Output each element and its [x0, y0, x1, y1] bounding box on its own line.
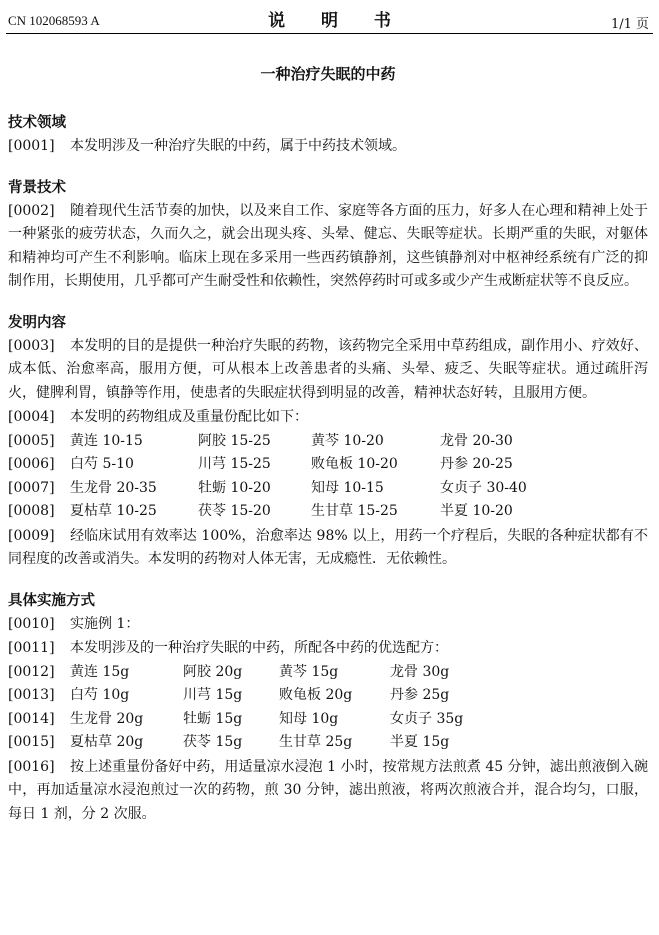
ingredient: 生龙骨 20g	[70, 710, 144, 727]
paragraph-text: 本发明涉及一种治疗失眠的中药，属于中药技术领域。	[70, 138, 406, 154]
page-header	[0, 0, 659, 34]
ingredient: 牡蛎 10-20	[198, 479, 271, 496]
paragraph-0002	[8, 200, 648, 294]
paragraph-number: [0012]	[8, 663, 55, 680]
paragraph-number: [0016]	[8, 758, 55, 775]
ratio-row-0007	[8, 477, 648, 501]
document-title: 一种治疗失眠的中药	[260, 65, 396, 83]
ingredient: 丹参 25g	[390, 687, 450, 703]
dose-row-0013	[8, 684, 648, 708]
dose-row-0015	[8, 731, 648, 755]
ingredient: 黄芩 10-20	[311, 432, 384, 449]
paragraph-0011	[8, 637, 648, 661]
ingredient: 夏枯草 10-25	[70, 503, 157, 519]
ingredient: 败龟板 20g	[279, 687, 353, 703]
ratio-row-0006	[8, 453, 648, 477]
header-rule	[6, 33, 653, 34]
ingredient: 知母 10g	[279, 710, 339, 727]
ingredient: 半夏 15g	[390, 734, 450, 750]
paragraph-number: [0001]	[8, 138, 55, 154]
ingredient: 半夏 10-20	[440, 503, 513, 519]
section-heading-technical-field: 技术领域	[8, 114, 66, 131]
ingredient: 生龙骨 20-35	[70, 479, 157, 496]
ingredient: 牡蛎 15g	[183, 710, 243, 727]
paragraph-number: [0004]	[8, 409, 55, 425]
ingredient: 生甘草 15-25	[311, 503, 398, 519]
paragraph-text: 本发明涉及的一种治疗失眠的中药，所配各中药的优选配方：	[70, 640, 448, 656]
ingredient: 阿胶 20g	[183, 663, 243, 680]
ingredient: 阿胶 15-25	[198, 432, 271, 449]
ingredient: 龙骨 30g	[390, 663, 450, 680]
paragraph-text: 实施例 1：	[70, 615, 140, 632]
ingredient: 茯苓 15-20	[198, 503, 271, 519]
ingredient: 丹参 20-25	[440, 456, 513, 472]
paragraph-number: [0002]	[8, 202, 55, 219]
paragraph-number: [0003]	[8, 337, 55, 354]
ingredient: 川芎 15-25	[198, 456, 271, 472]
section-heading-embodiments: 具体实施方式	[8, 591, 95, 609]
paragraph-text: 经临床试用有效率达 100%，治愈率达 98% 以上，用药一个疗程后，失眠的各种症状都有不同程度的改善或消失。本发明的药物对人体无害，无成瘾性．无依赖性。	[8, 527, 648, 567]
dose-row-0014	[8, 708, 648, 732]
ingredient: 川芎 15g	[183, 687, 243, 703]
dose-table	[8, 661, 648, 755]
paragraph-0010	[8, 613, 648, 637]
paragraph-number: [0015]	[8, 734, 55, 750]
ratio-table	[8, 430, 648, 524]
page-number: 1/1 页	[610, 17, 649, 32]
ratio-row-0008	[8, 500, 648, 524]
section-heading-summary: 发明内容	[8, 313, 66, 331]
ingredient: 知母 10-15	[311, 479, 384, 496]
paragraph-0001	[8, 135, 648, 159]
paragraph-number: [0014]	[8, 710, 55, 727]
ingredient: 茯苓 15g	[183, 734, 243, 750]
ingredient: 白芍 5-10	[70, 456, 134, 472]
paragraph-number: [0013]	[8, 687, 55, 703]
publication-number: CN 102068593 A	[8, 13, 100, 28]
ingredient: 龙骨 20-30	[440, 432, 513, 449]
ingredient: 白芍 10g	[70, 687, 130, 703]
paragraph-number: [0006]	[8, 456, 55, 472]
paragraph-number: [0005]	[8, 432, 55, 449]
paragraph-number: [0007]	[8, 479, 55, 496]
ingredient: 黄芩 15g	[279, 663, 339, 680]
ingredient: 夏枯草 20g	[70, 734, 144, 750]
paragraph-0016	[8, 756, 648, 827]
dose-row-0012	[8, 661, 648, 685]
paragraph-text: 按上述重量份备好中药，用适量凉水浸泡 1 小时，按常规方法煎煮 45 分钟，滤出煎液倒入碗中，再加适量凉水浸泡煎过一次的药物，煎 30 分钟，滤出煎液，将两次煎液合并，混合均匀，口服，每日 1 剂，分 2 次服。	[8, 758, 648, 822]
paragraph-number: [0011]	[8, 640, 55, 656]
paragraph-number: [0008]	[8, 503, 55, 519]
paragraph-number: [0010]	[8, 615, 55, 632]
ratio-row-0005	[8, 430, 648, 454]
paragraph-text: 随着现代生活节奏的加快，以及来自工作、家庭等各方面的压力，好多人在心理和精神上处于一种紧张的疲劳状态，久而久之，就会出现头疼、头晕、健忘、失眠等症状。长期严重的失眠，对躯体和精神均可产生不利影响。临床上现在多采用一些西药镇静剂，这些镇静剂对中枢神经系统有广泛的抑制作用，长期使用，几乎都可产生耐受性和依赖性，突然停药时可或多或少产生戒断症状等不良反应。	[8, 202, 648, 289]
ingredient: 黄连 10-15	[70, 432, 143, 449]
ingredient: 败龟板 10-20	[311, 456, 398, 472]
paragraph-text: 本发明的目的是提供一种治疗失眠的药物，该药物完全采用中草药组成，副作用小、疗效好、成本低、治愈率高，服用方便，可从根本上改善患者的头痛、头晕、疲乏、失眠等症状。通过疏肝泻火，健脾利胃，镇静等作用，使患者的失眠症状得到明显的改善，精神状态好转，且服用方便。	[8, 337, 648, 401]
document-body	[8, 52, 648, 826]
paragraph-number: [0009]	[8, 527, 55, 544]
header-title: 说 明 书	[268, 11, 406, 31]
paragraph-0004	[8, 406, 648, 430]
ingredient: 女贞子 35g	[390, 710, 464, 727]
paragraph-text: 本发明的药物组成及重量份配比如下：	[70, 409, 308, 425]
ingredient: 女贞子 30-40	[440, 479, 527, 496]
paragraph-0003	[8, 335, 648, 406]
ingredient: 生甘草 25g	[279, 734, 353, 750]
ingredient: 黄连 15g	[70, 663, 130, 680]
paragraph-0009	[8, 525, 648, 572]
section-heading-background: 背景技术	[8, 178, 66, 196]
